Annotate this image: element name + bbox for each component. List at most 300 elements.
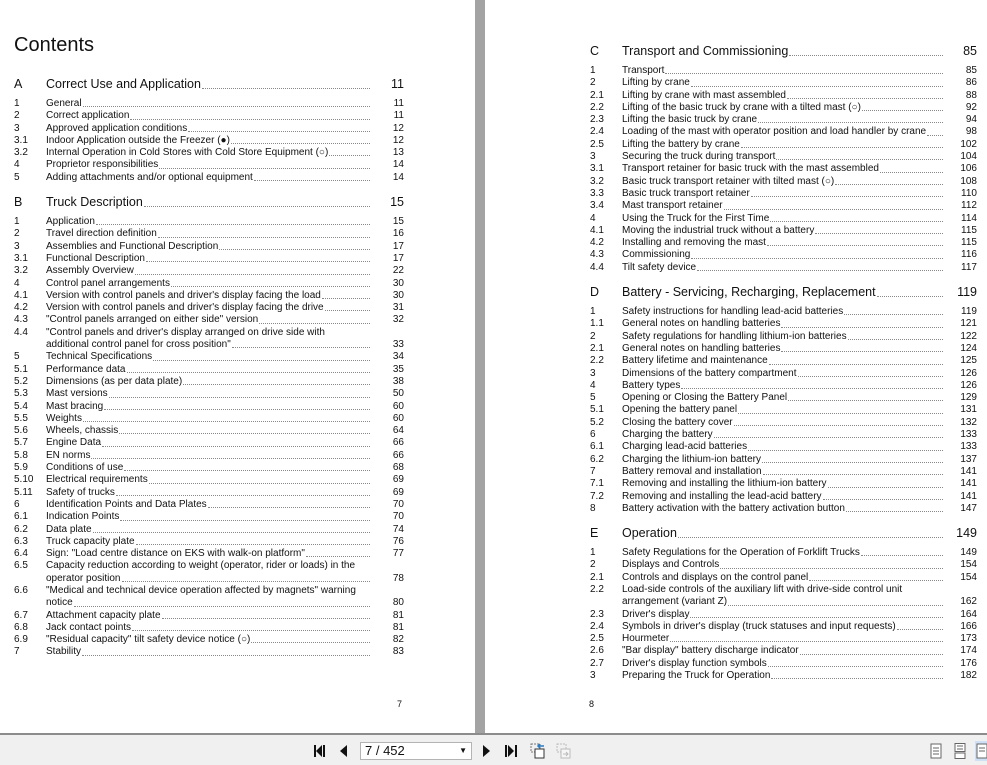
entry-page: 70 [392, 498, 404, 510]
entry-number: 2.4 [590, 126, 604, 138]
entry-title [622, 645, 945, 657]
entry-number: 5.2 [14, 375, 28, 387]
dot-leader [306, 556, 370, 557]
entry-page: 102 [960, 138, 977, 150]
entry-page: 74 [392, 523, 404, 535]
toc-entry[interactable] [14, 228, 404, 240]
dot-leader [678, 537, 943, 538]
entry-title [46, 524, 372, 536]
entry-page: 162 [960, 596, 977, 608]
entry-page: 14 [392, 171, 404, 183]
entry-title-line: Adding attachments and/or optional equipment [46, 171, 253, 183]
toc-entry[interactable] [14, 634, 404, 646]
page-number-input[interactable] [360, 742, 472, 760]
dot-leader [254, 180, 370, 181]
toc-entry[interactable] [590, 163, 977, 175]
toc-entry[interactable] [14, 302, 404, 314]
dot-leader [691, 258, 943, 259]
toc-entry[interactable] [14, 425, 404, 437]
entry-number: 6 [14, 498, 20, 510]
entry-title-last-line [46, 278, 372, 290]
toc-entry[interactable] [590, 441, 977, 453]
entry-title-last-line [622, 454, 945, 466]
toc-entry[interactable] [590, 633, 977, 645]
entry-title-line: Version with control panels and driver's display facing the drive [46, 302, 324, 314]
dot-leader [776, 159, 943, 160]
dot-leader [83, 421, 370, 422]
toc-entry[interactable] [14, 98, 404, 110]
entry-title-line: Basic truck transport retainer with tilted mast (○) [622, 175, 835, 187]
entry-title-last-line [46, 511, 372, 523]
chevron-down-icon[interactable]: ▼ [459, 746, 467, 755]
entry-title-line: Displays and Controls [622, 559, 720, 571]
entry-title-line: Battery lifetime and maintenance [622, 355, 768, 367]
toc-entry[interactable] [590, 392, 977, 404]
toc-entry[interactable] [14, 290, 404, 302]
entry-title-last-line [622, 559, 945, 571]
toc-entry[interactable] [590, 584, 977, 609]
toc-entry[interactable] [590, 65, 977, 77]
toc-entry[interactable] [590, 645, 977, 657]
toc-entry[interactable] [14, 646, 404, 658]
entry-title-last-line [46, 646, 372, 658]
toc-entry[interactable] [590, 429, 977, 441]
entry-page: 35 [392, 363, 404, 375]
toc-entry[interactable] [590, 491, 977, 503]
entry-page: 17 [392, 240, 404, 252]
entry-title-line: Charging the lithium-ion battery [622, 453, 761, 465]
entry-page: 164 [960, 608, 977, 620]
forward-view-icon [556, 743, 572, 759]
entry-number: 2.2 [590, 101, 604, 113]
dot-leader [714, 437, 943, 438]
entry-title-line: General notes on handling batteries [622, 342, 781, 354]
entry-number: 1.1 [590, 318, 604, 330]
toc-entry[interactable] [590, 572, 977, 584]
entry-title [622, 139, 945, 151]
dot-leader [835, 184, 943, 185]
dot-leader [120, 520, 370, 521]
toc-entry[interactable] [14, 487, 404, 499]
entry-page: 11 [393, 98, 404, 109]
dot-leader [122, 581, 371, 582]
entry-number: 4.4 [590, 261, 604, 273]
entry-title-last-line [622, 200, 945, 212]
entry-number: 1 [590, 547, 596, 559]
entry-page: 115 [961, 237, 977, 249]
section-heading[interactable] [14, 193, 404, 211]
section-heading[interactable] [590, 524, 977, 542]
toc-entry[interactable] [14, 401, 404, 413]
entry-title [46, 302, 372, 314]
entry-title [622, 306, 945, 318]
entry-title-last-line [46, 314, 372, 326]
entry-title-line: Preparing the Truck for Operation [622, 670, 771, 682]
toc-entry[interactable] [590, 404, 977, 416]
dot-leader [798, 376, 943, 377]
entry-title-line: Charging the battery [622, 429, 713, 441]
entry-title [622, 213, 945, 225]
entry-page: 94 [965, 114, 977, 126]
entry-number: 6.2 [14, 523, 28, 535]
entry-number: 3 [14, 122, 20, 134]
toc-entry[interactable] [14, 450, 404, 462]
entry-number: 4 [14, 277, 20, 289]
entry-title [622, 670, 945, 682]
toc-entry[interactable] [590, 237, 977, 249]
entry-title-line: "Bar display" battery discharge indicator [622, 645, 799, 657]
toc-entry[interactable] [590, 454, 977, 466]
toc-entry[interactable] [590, 621, 977, 633]
toc-section [590, 42, 977, 274]
dot-leader [219, 249, 370, 250]
entry-page: 112 [961, 200, 977, 212]
toc-entry[interactable] [14, 524, 404, 536]
entry-number: 5.3 [14, 388, 28, 400]
dot-leader [202, 88, 370, 89]
entry-title-line: Securing the truck during transport [622, 151, 776, 163]
entry-title-last-line [46, 425, 372, 437]
entry-title-last-line [622, 355, 945, 367]
entry-number: 1 [14, 216, 20, 228]
entry-page: 69 [392, 474, 404, 486]
toc-entry[interactable] [590, 306, 977, 318]
single-page-button[interactable] [928, 743, 944, 759]
entry-page: 17 [392, 252, 404, 264]
dot-leader [767, 245, 943, 246]
entry-title-line: Travel direction definition [46, 228, 157, 240]
entry-title [622, 429, 945, 441]
entry-number: 4.2 [590, 237, 604, 249]
entry-number: 4 [590, 379, 596, 391]
entry-title [622, 188, 945, 200]
dot-leader [771, 678, 943, 679]
toc-entry[interactable] [14, 265, 404, 277]
entry-title-line: Capacity reduction according to weight (operator, rider or loads) in the [46, 560, 356, 572]
entry-title [622, 491, 945, 503]
dot-leader [74, 606, 370, 607]
entry-title-line: Control panel arrangements [46, 277, 170, 289]
dot-leader [91, 458, 370, 459]
entry-title-last-line [622, 306, 945, 318]
toc-entry[interactable] [14, 585, 404, 610]
entry-page: 33 [392, 339, 404, 351]
dot-leader [697, 270, 943, 271]
entry-page: 116 [961, 249, 977, 261]
entry-number: 7 [14, 646, 20, 658]
entry-title-line: Safety regulations for handling lithium-ion batteries [622, 330, 847, 342]
entry-title [46, 437, 372, 449]
section-title: Operation [622, 526, 677, 541]
dot-leader [119, 433, 370, 434]
toc-entry[interactable] [590, 90, 977, 102]
entry-number: 3.1 [14, 252, 28, 264]
entry-page: 141 [960, 490, 977, 502]
toc-entry[interactable] [14, 548, 404, 560]
entry-title-last-line [622, 343, 945, 355]
entry-title-last-line [622, 441, 945, 453]
dot-leader [104, 409, 370, 410]
entry-page: 114 [961, 212, 977, 224]
toc-entry[interactable] [14, 511, 404, 523]
toc-entry[interactable] [590, 343, 977, 355]
first-page-button[interactable] [312, 743, 328, 759]
entry-title-last-line [622, 645, 945, 657]
toc-entry[interactable] [590, 225, 977, 237]
entry-title [46, 474, 372, 486]
entry-page: 78 [392, 572, 404, 584]
entry-title [622, 249, 945, 261]
entry-number: 4 [14, 159, 20, 171]
toc-entry[interactable] [14, 351, 404, 363]
toc-entry[interactable] [590, 102, 977, 114]
entry-page: 31 [392, 302, 404, 314]
entry-number: 5.2 [590, 416, 604, 428]
entry-title [622, 380, 945, 392]
toc-entry[interactable] [14, 622, 404, 634]
entry-title-last-line [622, 188, 945, 200]
entry-title-line: operator position [46, 572, 121, 584]
toc-entry[interactable] [14, 314, 404, 326]
entry-title-line: Battery activation with the battery activation button [622, 502, 845, 514]
dot-leader [751, 196, 943, 197]
entry-title [622, 417, 945, 429]
toc-entry[interactable] [590, 658, 977, 670]
dot-leader [815, 233, 943, 234]
toc-entry[interactable] [14, 327, 404, 352]
entry-title-line: Lifting by crane with mast assembled [622, 89, 786, 101]
dot-leader [800, 654, 943, 655]
entry-title [622, 584, 945, 609]
entry-page: 83 [392, 646, 404, 658]
entry-title [46, 265, 372, 277]
entry-title-line: Driver's display function symbols [622, 657, 767, 669]
entry-number: 2.5 [590, 138, 604, 150]
toc-section [14, 75, 404, 184]
toc-entry[interactable] [14, 364, 404, 376]
entry-title-line: Performance data [46, 363, 126, 375]
forward-view-button[interactable] [555, 743, 573, 759]
toc-entry[interactable] [14, 413, 404, 425]
entry-title [46, 610, 372, 622]
section-title-line [46, 75, 372, 93]
dot-leader [208, 507, 370, 508]
entry-title-line: Mast bracing [46, 400, 104, 412]
section-heading[interactable] [14, 75, 404, 93]
toc-section [14, 193, 404, 659]
toc-entry[interactable] [590, 126, 977, 138]
dot-leader [188, 131, 370, 132]
entry-title-line: Lifting the battery by crane [622, 138, 740, 150]
entry-title-line: Safety instructions for handling lead-acid batteries [622, 306, 844, 318]
toc-entry[interactable] [14, 278, 404, 290]
entry-title-last-line [622, 237, 945, 249]
entry-title [46, 278, 372, 290]
entry-page: 122 [960, 330, 977, 342]
entry-title-last-line [622, 478, 945, 490]
entry-title-last-line [46, 241, 372, 253]
entry-title [46, 159, 372, 171]
entry-title-line: EN norms [46, 449, 91, 461]
entry-page: 166 [960, 620, 977, 632]
entry-number: 6.1 [590, 441, 604, 453]
entry-title-last-line [622, 139, 945, 151]
toc-entry[interactable] [590, 249, 977, 261]
toc-entry[interactable] [590, 355, 977, 367]
entry-title [622, 151, 945, 163]
entry-number: 3.2 [590, 175, 604, 187]
entry-title-line: Battery removal and installation [622, 465, 762, 477]
toc-entry[interactable] [14, 159, 404, 171]
next-page-icon [482, 744, 492, 758]
entry-title-line: Engine Data [46, 437, 102, 449]
toc-entry[interactable] [14, 462, 404, 474]
entry-title-line: Proprietor responsibilities [46, 159, 159, 171]
entry-number: 6.8 [14, 621, 28, 633]
entry-page: 119 [961, 306, 977, 318]
entry-title-line: Transport retainer for basic truck with the mast assembled [622, 163, 879, 175]
entry-number: 6.7 [14, 609, 28, 621]
toc-entry[interactable] [14, 499, 404, 511]
toc-entry[interactable] [590, 318, 977, 330]
entry-title-line: Load-side controls of the auxiliary lift with drive-side control unit [622, 583, 903, 595]
toc-entry[interactable] [14, 172, 404, 184]
entry-title-line: Correct application [46, 110, 130, 122]
entry-title-line: arrangement (variant Z) [622, 596, 728, 608]
toc-entry[interactable] [590, 331, 977, 343]
entry-title-last-line [46, 110, 372, 122]
entry-title [622, 237, 945, 249]
toc-entry[interactable] [590, 368, 977, 380]
toc-entry[interactable] [590, 547, 977, 559]
continuous-button[interactable] [952, 743, 968, 759]
last-page-button[interactable] [503, 743, 519, 759]
entry-number: 2.1 [590, 571, 604, 583]
entry-title-line: Lifting by crane [622, 77, 690, 89]
back-view-button[interactable] [529, 743, 547, 759]
toc-entry[interactable] [14, 123, 404, 135]
entry-number: 6.5 [14, 560, 28, 572]
dot-leader [724, 209, 943, 210]
facing-pages-button[interactable] [975, 741, 987, 761]
toc-entry[interactable] [14, 610, 404, 622]
toc-entry[interactable] [590, 559, 977, 571]
toc-entry[interactable] [14, 135, 404, 147]
toc-left [14, 75, 404, 668]
dot-leader [325, 310, 370, 311]
toc-entry[interactable] [590, 466, 977, 478]
entry-title-last-line [622, 547, 945, 559]
entry-title-last-line [46, 450, 372, 462]
toc-entry[interactable] [590, 200, 977, 212]
section-page: 85 [963, 44, 977, 58]
toc-entry[interactable] [590, 188, 977, 200]
toc-entry[interactable] [14, 241, 404, 253]
entry-title-line: "Medical and technical device operation affected by magnets" warning [46, 584, 356, 596]
entry-title-last-line [622, 262, 945, 274]
entry-title-last-line [622, 318, 945, 330]
dot-leader [232, 347, 370, 348]
toc-entry[interactable] [590, 478, 977, 490]
entry-title-last-line [46, 302, 372, 314]
dot-leader [844, 314, 943, 315]
dot-leader [877, 296, 943, 297]
toc-entry[interactable] [14, 437, 404, 449]
toc-entry[interactable] [14, 110, 404, 122]
entry-title-line: Opening or Closing the Battery Panel [622, 392, 788, 404]
entry-title-line: Moving the industrial truck without a battery [622, 224, 815, 236]
entry-number: 7.2 [590, 490, 604, 502]
entry-number: 4 [590, 212, 596, 224]
section-heading[interactable] [590, 283, 977, 301]
dot-leader [171, 286, 370, 287]
toc-entry[interactable] [590, 77, 977, 89]
entry-title-last-line [46, 487, 372, 499]
toc-entry[interactable] [14, 388, 404, 400]
entry-title [622, 658, 945, 670]
entry-title [622, 572, 945, 584]
entry-number: 4.4 [14, 326, 28, 338]
entry-title-line: Dimensions of the battery compartment [622, 367, 797, 379]
entry-title-last-line [622, 368, 945, 380]
next-page-button[interactable] [480, 743, 494, 759]
toc-entry[interactable] [590, 609, 977, 621]
toc-entry[interactable] [14, 474, 404, 486]
dot-leader [758, 122, 943, 123]
toc-entry[interactable] [590, 262, 977, 274]
toc-entry[interactable] [14, 147, 404, 159]
toc-entry[interactable] [590, 114, 977, 126]
entry-title-line: Transport [622, 65, 665, 76]
entry-page: 154 [960, 559, 977, 571]
toc-entry[interactable] [590, 670, 977, 682]
toc-entry[interactable] [590, 503, 977, 515]
toc-entry[interactable] [590, 176, 977, 188]
entry-title-last-line [46, 228, 372, 240]
entry-number: 2.1 [590, 89, 604, 101]
dot-leader [690, 617, 943, 618]
toc-entry[interactable] [14, 536, 404, 548]
toc-entry[interactable] [590, 139, 977, 151]
entry-title-line: Controls and displays on the control panel [622, 571, 809, 583]
entry-title-last-line [622, 90, 945, 102]
entry-number: 3.2 [14, 265, 28, 277]
entry-number: 2.3 [590, 114, 604, 126]
entry-title [46, 216, 372, 228]
toc-entry[interactable] [590, 380, 977, 392]
entry-title [46, 123, 372, 135]
toc-entry[interactable] [590, 213, 977, 225]
toc-entry[interactable] [590, 417, 977, 429]
section-heading[interactable] [590, 42, 977, 60]
toc-entry[interactable] [14, 376, 404, 388]
entry-title [622, 176, 945, 188]
section-title-line [622, 42, 945, 60]
entry-title [622, 77, 945, 89]
toc-entry[interactable] [14, 253, 404, 265]
toc-entry[interactable] [14, 560, 404, 585]
entry-page: 176 [960, 657, 977, 669]
entry-page: 104 [960, 151, 977, 163]
previous-page-button[interactable] [336, 743, 350, 759]
entry-title-line: Assemblies and Functional Description [46, 240, 219, 252]
toc-entry[interactable] [590, 151, 977, 163]
entry-title [46, 98, 372, 110]
entry-number: 2.1 [590, 342, 604, 354]
dot-leader [720, 568, 943, 569]
toc-entry[interactable] [14, 216, 404, 228]
dot-leader [681, 388, 943, 389]
